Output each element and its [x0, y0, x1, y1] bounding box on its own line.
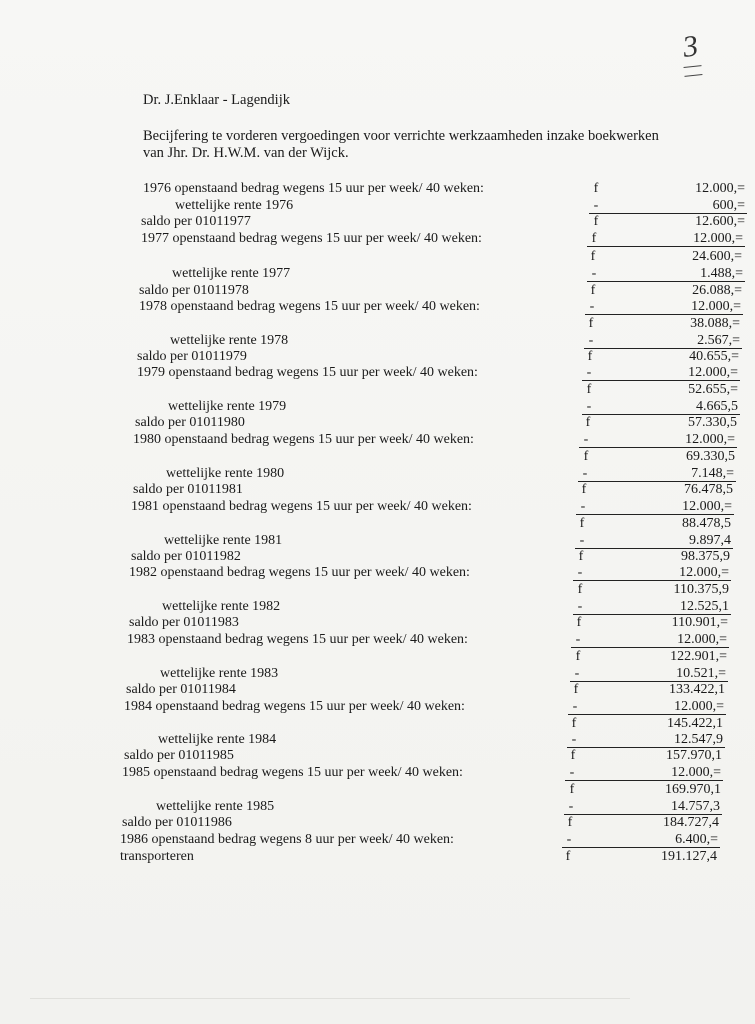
ledger-description: saldo per 01011979	[137, 349, 247, 364]
ledger-amount: 24.600,=	[692, 249, 742, 264]
ledger-description: saldo per 01011980	[135, 415, 245, 430]
ledger-row	[0, 448, 755, 466]
ledger-amount: 4.665,5	[696, 399, 738, 414]
ledger-amount: 12.000,=	[679, 565, 729, 580]
ledger-row	[0, 747, 755, 765]
ledger-sign: -	[588, 333, 594, 348]
ledger-sign: -	[580, 499, 586, 514]
ledger-row	[0, 414, 755, 432]
ledger-sign: -	[575, 632, 581, 647]
ledger-amount: 9.897,4	[689, 533, 731, 548]
ledger-sign: f	[587, 349, 593, 364]
ledger-amount: 12.000,=	[682, 499, 732, 514]
ledger-amount: 12.000,=	[691, 299, 741, 314]
ledger-sign: -	[566, 832, 572, 847]
ledger-sign: f	[585, 415, 591, 430]
ledger-sign: f	[570, 748, 576, 763]
ledger-amount: 69.330,5	[686, 449, 735, 464]
ledger-row	[0, 248, 755, 266]
ledger-description: wettelijke rente 1979	[168, 399, 287, 414]
ledger-description: saldo per 01011977	[141, 214, 251, 229]
ledger-amount: 184.727,4	[663, 815, 719, 830]
ledger-description: wettelijke rente 1985	[156, 799, 275, 814]
ledger-amount: 38.088,=	[690, 316, 740, 331]
ledger-sign: -	[586, 365, 592, 380]
ledger-description: saldo per 01011984	[126, 682, 236, 697]
ledger-amount: 133.422,1	[669, 682, 725, 697]
ledger-sign: f	[581, 482, 587, 497]
ledger-sign: -	[583, 432, 589, 447]
ledger-row	[0, 631, 755, 649]
ledger-description: saldo per 01011978	[139, 283, 249, 298]
ledger-amount: 12.000,=	[671, 765, 721, 780]
ledger-amount: 12.000,=	[695, 181, 745, 196]
ledger-sign: -	[589, 299, 595, 314]
document-header: Dr. J.Enklaar - Lagendijk	[143, 92, 290, 108]
ledger-sign: -	[591, 266, 597, 281]
document-subject: Becijfering te vorderen vergoedingen voor verrichte werkzaamheden inzake boekwerken van Jhr. Dr. H.W.M. van der Wijck.	[143, 128, 659, 161]
ledger-amount: 26.088,=	[692, 283, 742, 298]
ledger-description: saldo per 01011982	[131, 549, 241, 564]
ledger-sign: f	[576, 615, 582, 630]
subtotal-underline	[587, 246, 745, 247]
ledger-description: 1981 openstaand bedrag wegens 15 uur per week/ 40 weken:	[131, 499, 472, 514]
ledger-sign: -	[569, 765, 575, 780]
ledger-amount: 110.901,=	[671, 615, 728, 630]
ledger-description: wettelijke rente 1978	[170, 333, 289, 348]
ledger-sign: f	[593, 214, 599, 229]
ledger-row	[0, 564, 755, 582]
ledger-row	[0, 364, 755, 382]
ledger-amount: 157.970,1	[666, 748, 722, 763]
ledger-sign: f	[590, 283, 596, 298]
ledger-description: 1982 openstaand bedrag wegens 15 uur per week/ 40 weken:	[129, 565, 470, 580]
ledger-sign: -	[577, 565, 583, 580]
ledger-amount: 12.000,=	[685, 432, 735, 447]
ledger-description: wettelijke rente 1980	[166, 466, 285, 481]
page-number-underline	[684, 65, 703, 77]
ledger-row	[0, 698, 755, 716]
ledger-amount: 2.567,=	[697, 333, 740, 348]
ledger-sign: f	[569, 782, 575, 797]
ledger-amount: 191.127,4	[661, 849, 717, 864]
ledger-row	[0, 230, 755, 248]
ledger-amount: 12.000,=	[688, 365, 738, 380]
ledger-amount: 12.547,9	[674, 732, 723, 747]
ledger-row	[0, 481, 755, 499]
ledger-amount: 12.000,=	[674, 699, 724, 714]
ledger-description: wettelijke rente 1976	[175, 198, 294, 213]
ledger-amount: 6.400,=	[675, 832, 718, 847]
ledger-amount: 110.375,9	[673, 582, 729, 597]
ledger-row	[0, 265, 755, 283]
ledger-description: 1977 openstaand bedrag wegens 15 uur per week/ 40 weken:	[141, 231, 482, 246]
ledger-description: 1979 openstaand bedrag wegens 15 uur per week/ 40 weken:	[137, 365, 478, 380]
ledger-amount: 12.000,=	[677, 632, 727, 647]
ledger-description: wettelijke rente 1977	[172, 266, 291, 281]
ledger-description: 1985 openstaand bedrag wegens 15 uur per week/ 40 weken:	[122, 765, 463, 780]
ledger-amount: 14.757,3	[671, 799, 720, 814]
ledger-row	[0, 581, 755, 599]
ledger-amount: 12.600,=	[695, 214, 745, 229]
ledger-sign: f	[575, 649, 581, 664]
ledger-description: 1983 openstaand bedrag wegens 15 uur per week/ 40 weken:	[127, 632, 468, 647]
page-number-mark: 3	[680, 29, 701, 64]
ledger-sign: -	[568, 799, 574, 814]
ledger-description: 1978 openstaand bedrag wegens 15 uur per week/ 40 weken:	[139, 299, 480, 314]
ledger-sign: f	[567, 815, 573, 830]
ledger-description: wettelijke rente 1981	[164, 533, 283, 548]
ledger-description: wettelijke rente 1984	[158, 732, 277, 747]
ledger-description: wettelijke rente 1982	[162, 599, 281, 614]
ledger-amount: 57.330,5	[688, 415, 737, 430]
ledger-row	[0, 298, 755, 316]
ledger-row	[0, 648, 755, 666]
ledger-sign: -	[586, 399, 592, 414]
ledger-sign: f	[593, 181, 599, 196]
ledger-row	[0, 431, 755, 449]
ledger-description: transporteren	[120, 849, 194, 864]
ledger-row	[0, 681, 755, 699]
ledger-description: wettelijke rente 1983	[160, 666, 279, 681]
ledger-row	[0, 381, 755, 399]
ledger-sign: f	[579, 516, 585, 531]
ledger-row	[0, 498, 755, 516]
ledger-sign: f	[565, 849, 571, 864]
ledger-row	[0, 814, 755, 832]
ledger-amount: 7.148,=	[691, 466, 734, 481]
ledger-description: 1976 openstaand bedrag wegens 15 uur per week/ 40 weken:	[143, 181, 484, 196]
ledger-amount: 76.478,5	[684, 482, 733, 497]
ledger-sign: -	[571, 732, 577, 747]
ledger-description: 1980 openstaand bedrag wegens 15 uur per week/ 40 weken:	[133, 432, 474, 447]
ledger-row	[0, 213, 755, 231]
ledger-sign: f	[588, 316, 594, 331]
ledger-row	[0, 764, 755, 782]
ledger-amount: 122.901,=	[670, 649, 727, 664]
ledger-sign: f	[583, 449, 589, 464]
ledger-row	[0, 781, 755, 799]
ledger-sign: f	[586, 382, 592, 397]
ledger-amount: 40.655,=	[689, 349, 739, 364]
ledger-row	[0, 848, 755, 866]
ledger-row	[0, 831, 755, 849]
ledger-sign: f	[591, 231, 597, 246]
ledger-amount: 12.525,1	[680, 599, 729, 614]
ledger-amount: 1.488,=	[700, 266, 743, 281]
ledger-description: saldo per 01011985	[124, 748, 234, 763]
ledger-row	[0, 315, 755, 333]
ledger-description: saldo per 01011983	[129, 615, 239, 630]
ledger-sign: -	[574, 666, 580, 681]
ledger-amount: 169.970,1	[665, 782, 721, 797]
ledger-sign: -	[579, 533, 585, 548]
ledger-sign: -	[593, 198, 599, 213]
ledger-description: 1984 openstaand bedrag wegens 15 uur per week/ 40 weken:	[124, 699, 465, 714]
ledger-description: 1986 openstaand bedrag wegens 8 uur per week/ 40 weken:	[120, 832, 454, 847]
ledger-amount: 88.478,5	[682, 516, 731, 531]
ledger-row	[0, 614, 755, 632]
scan-edge-line	[30, 998, 630, 999]
ledger-row	[0, 515, 755, 533]
ledger-sign: f	[573, 682, 579, 697]
ledger-amount: 600,=	[712, 198, 745, 213]
ledger-sign: -	[577, 599, 583, 614]
ledger-amount: 12.000,=	[693, 231, 743, 246]
ledger-sign: f	[590, 249, 596, 264]
ledger-amount: 10.521,=	[676, 666, 726, 681]
ledger-sign: f	[577, 582, 583, 597]
ledger-amount: 145.422,1	[667, 716, 723, 731]
ledger-sign: f	[578, 549, 584, 564]
ledger-sign: f	[571, 716, 577, 731]
ledger-description: saldo per 01011981	[133, 482, 243, 497]
ledger-amount: 52.655,=	[688, 382, 738, 397]
ledger-sign: -	[582, 466, 588, 481]
ledger-row	[0, 180, 755, 198]
ledger-amount: 98.375,9	[681, 549, 730, 564]
ledger-description: saldo per 01011986	[122, 815, 232, 830]
ledger-sign: -	[572, 699, 578, 714]
